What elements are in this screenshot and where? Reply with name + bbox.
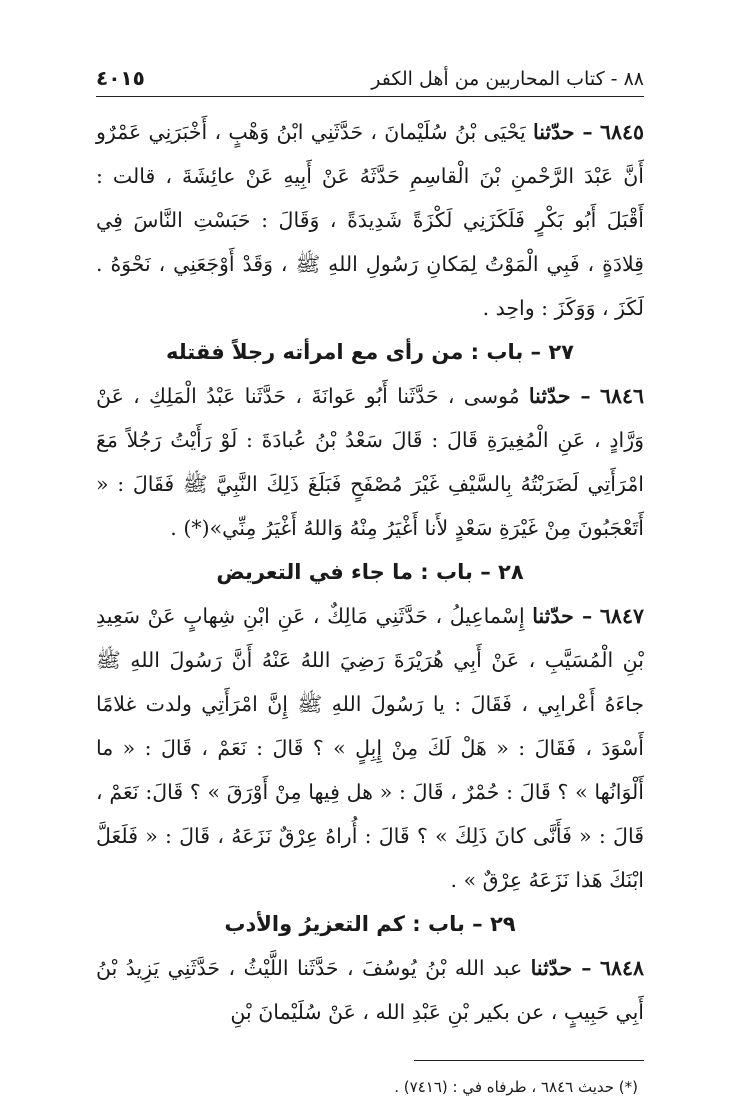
- chapter-number: ٢٨: [498, 560, 524, 584]
- chapter-number: ٢٧: [548, 340, 574, 364]
- footnote-rule: [414, 1060, 644, 1061]
- hadith-number: ٦٨٤٦: [599, 384, 644, 408]
- hadith-lead: حدّثنا: [530, 956, 573, 980]
- page-header: [96, 58, 644, 96]
- hadith-lead: حدّثنا: [532, 604, 574, 628]
- chapter-label: باب: [486, 340, 524, 364]
- hadith-number: ٦٨٤٨: [599, 956, 644, 980]
- hadith-number: ٦٨٤٥: [599, 120, 644, 144]
- hadith-6848: ٦٨٤٨ – حدّثنا عبد الله بْنُ يُوسُفَ ، حَدَّثَنا اللَّيْثُ ، حَدَّثَنِي يَزِيدُ بْنُ أَبِي حَبِيبٍ ، عن بكير بْنِ عَبْدِ الله ، عَنْ سُلَيْمانَ بْنِ: [96, 956, 644, 1024]
- hadith-text: يَحْيَى بْنُ سُلَيْمانَ ، حَدَّثَنِي ابْنُ وَهْبٍ ، أَخْبَرَنِي عَمْرٌو أَنَّ عَبْدَ الرَّحْمنِ بْنَ الْقاسِمِ حَدَّثَهُ عَنْ أَبِيهِ عَنْ عائِشَةَ ، قالت : أَقْبَلَ أَبُو بَكْرٍ فَلَكَزَنِي لَكْزَةً شَدِيدَةً ، وَقَالَ : حَبَسْتِ النَّاسَ فِي قِلادَةٍ ، فَبِي الْمَوْتُ لِمَكانِ رَسُولِ اللهِ ﷺ ، وَقَدْ أَوْجَعَنِي ، نَحْوَهُ . لَكَزَ ، وَوَكَزَ : واحِد .: [96, 120, 644, 320]
- footnote: (*) حديث ٦٨٤٦ ، طرفاه في : (٧٤١٦) .: [394, 1078, 638, 1096]
- chapter-number: ٢٩: [489, 912, 516, 936]
- chapter-label: باب: [427, 912, 465, 936]
- hadith-6846: ٦٨٤٦ – حدّثنا مُوسى ، حَدَّثَنا أَبُو عَوانَةَ ، حَدَّثَنا عَبْدُ الْمَلِكِ ، عَنْ وَرَّادٍ ، عَنِ الْمُغِيرَةِ قَالَ : قَالَ سَعْدُ بْنُ عُبادَةَ : لَوْ رَأَيْتُ رَجُلاً مَعَ امْرَأَتِي لَضَرَبْتُهُ بِالسَّيْفِ غَيْرَ مُصْفَحٍ فَبَلَغَ ذَلِكَ النَّبِيَّ ﷺ فَقَالَ : « أَتَعْجَبُونَ مِنْ غَيْرَةِ سَعْدٍ لأَنا أَغْيَرُ مِنْهُ وَاللهُ أَغْيَرُ مِنِّي»(*) .: [96, 384, 644, 540]
- chapter-label: باب: [436, 560, 473, 584]
- book-page: [96, 58, 644, 1096]
- page-body: [96, 110, 644, 1034]
- hadith-text: إِسْماعِيلُ ، حَدَّثَنِي مَالِكٌ ، عَنِ ابْنِ شِهابٍ عَنْ سَعِيدِ بْنِ الْمُسَيَّبِ ، عَنْ أَبِي هُرَيْرَةَ رَضِيَ اللهُ عَنْهُ أَنَّ رَسُولَ اللهِ ﷺ جاءَهُ أَعْرابِي ، فَقَالَ : يا رَسُولَ اللهِ ﷺ إِنَّ امْرَأَتِي ولدت غلامًا أَسْوَدَ ، فَقَالَ : « هَلْ لَكَ مِنْ إِبِلٍ » ؟ قَالَ : نَعَمْ ، قَالَ : « ما أَلْوَانُها » ؟ قَالَ : حُمْرٌ ، قَالَ : « هل فِيها مِنْ أَوْرَقَ » ؟ قَالَ: نَعَمْ ، قَالَ : « فَأَنَّى كانَ ذَلِكَ » ؟ قَالَ : أُراهُ عِرْقٌ نَزَعَهُ ، قَالَ : « فَلَعَلَّ ابْنَكَ هَذا نَزَعَهُ عِرْقٌ » .: [96, 604, 644, 892]
- chapter-heading-28: ٢٨ – باب : ما جاء في التعريض: [216, 560, 524, 584]
- hadith-lead: حدّثنا: [532, 120, 575, 144]
- hadith-text: مُوسى ، حَدَّثَنا أَبُو عَوانَةَ ، حَدَّثَنا عَبْدُ الْمَلِكِ ، عَنْ وَرَّادٍ ، عَنِ الْمُغِيرَةِ قَالَ : قَالَ سَعْدُ بْنُ عُبادَةَ : لَوْ رَأَيْتُ رَجُلاً مَعَ امْرَأَتِي لَضَرَبْتُهُ بِالسَّيْفِ غَيْرَ مُصْفَحٍ فَبَلَغَ ذَلِكَ النَّبِيَّ ﷺ فَقَالَ : « أَتَعْجَبُونَ مِنْ غَيْرَةِ سَعْدٍ لأَنا أَغْيَرُ مِنْهُ وَاللهُ أَغْيَرُ مِنِّي»(*) .: [96, 384, 644, 540]
- hadith-lead: حدّثنا: [528, 384, 571, 408]
- running-title: ٨٨ - كتاب المحاربين من أهل الكفر: [371, 68, 644, 90]
- hadith-6847: ٦٨٤٧ – حدّثنا إِسْماعِيلُ ، حَدَّثَنِي مَالِكٌ ، عَنِ ابْنِ شِهابٍ عَنْ سَعِيدِ بْنِ الْمُسَيَّبِ ، عَنْ أَبِي هُرَيْرَةَ رَضِيَ اللهُ عَنْهُ أَنَّ رَسُولَ اللهِ ﷺ جاءَهُ أَعْرابِي ، فَقَالَ : يا رَسُولَ اللهِ ﷺ إِنَّ امْرَأَتِي ولدت غلامًا أَسْوَدَ ، فَقَالَ : « هَلْ لَكَ مِنْ إِبِلٍ » ؟ قَالَ : نَعَمْ ، قَالَ : « ما أَلْوَانُها » ؟ قَالَ : حُمْرٌ ، قَالَ : « هل فِيها مِنْ أَوْرَقَ » ؟ قَالَ: نَعَمْ ، قَالَ : « فَأَنَّى كانَ ذَلِكَ » ؟ قَالَ : أُراهُ عِرْقٌ نَزَعَهُ ، قَالَ : « فَلَعَلَّ ابْنَكَ هَذا نَزَعَهُ عِرْقٌ » .: [96, 604, 644, 892]
- chapter-title: ما جاء في التعريض: [216, 560, 413, 584]
- page-number: ٤٠١٥: [96, 66, 145, 90]
- hadith-6845: ٦٨٤٥ – حدّثنا يَحْيَى بْنُ سُلَيْمانَ ، حَدَّثَنِي ابْنُ وَهْبٍ ، أَخْبَرَنِي عَمْرٌو أَنَّ عَبْدَ الرَّحْمنِ بْنَ الْقاسِمِ حَدَّثَهُ عَنْ أَبِيهِ عَنْ عائِشَةَ ، قالت : أَقْبَلَ أَبُو بَكْرٍ فَلَكَزَنِي لَكْزَةً شَدِيدَةً ، وَقَالَ : حَبَسْتِ النَّاسَ فِي قِلادَةٍ ، فَبِي الْمَوْتُ لِمَكانِ رَسُولِ اللهِ ﷺ ، وَقَدْ أَوْجَعَنِي ، نَحْوَهُ . لَكَزَ ، وَوَكَزَ : واحِد .: [96, 120, 644, 320]
- chapter-title: كم التعزيرُ والأدب: [224, 912, 405, 936]
- header-rule: [96, 96, 644, 97]
- chapter-heading-27: ٢٧ – باب : من رأى مع امرأته رجلاً فقتله: [165, 340, 574, 364]
- hadith-text: عبد الله بْنُ يُوسُفَ ، حَدَّثَنا اللَّيْثُ ، حَدَّثَنِي يَزِيدُ بْنُ أَبِي حَبِيبٍ ، عن بكير بْنِ عَبْدِ الله ، عَنْ سُلَيْمانَ بْنِ: [96, 956, 644, 1024]
- chapter-title: من رأى مع امرأته رجلاً فقتله: [165, 340, 464, 364]
- hadith-number: ٦٨٤٧: [599, 604, 644, 628]
- chapter-heading-29: ٢٩ – باب : كم التعزيرُ والأدب: [224, 912, 516, 936]
